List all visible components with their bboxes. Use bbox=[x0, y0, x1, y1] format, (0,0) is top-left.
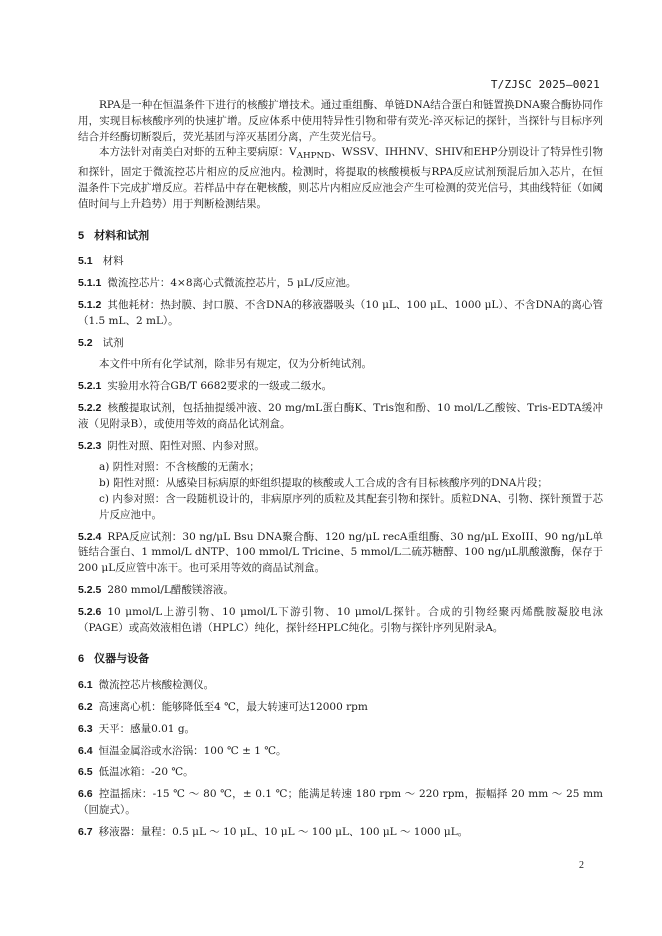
clause-text: 微流控芯片：4×8离心式微流控芯片，5 μL/反应池。 bbox=[107, 277, 357, 290]
clause-number: 6.7 bbox=[78, 825, 93, 838]
subsection-5-2-heading bbox=[78, 336, 603, 352]
clause-number: 5.2.3 bbox=[78, 439, 102, 452]
clause-text: 微流控芯片核酸检测仪。 bbox=[98, 679, 215, 692]
clause-5-2-5 bbox=[78, 583, 603, 599]
clause-6-3 bbox=[78, 722, 603, 738]
subsection-number: 5.1 bbox=[78, 255, 93, 268]
clause-5-2-6 bbox=[78, 605, 603, 637]
document-code: T/ZJSC 2025—0021 bbox=[490, 78, 600, 91]
list-item-a: a) 阴性对照：不含核酸的无菌水； bbox=[99, 461, 260, 474]
clause-6-2 bbox=[78, 700, 603, 716]
page-content bbox=[78, 98, 603, 841]
clause-5-2-2 bbox=[78, 401, 603, 433]
clause-number: 5.2.2 bbox=[78, 402, 102, 415]
clause-text: 10 μmol/L上游引物、10 μmol/L下游引物、10 μmol/L探针。合成的引物经聚丙烯酰胺凝胶电泳（PAGE）或高效液相色谱（HPLC）纯化，探针经HPLC纯化。引物与探针序列见附录A。 bbox=[78, 605, 603, 634]
clause-number: 5.1.1 bbox=[78, 277, 102, 290]
clause-text: 280 mmol/L醋酸镁溶液。 bbox=[107, 584, 234, 597]
clause-text: 控温摇床：-15 ℃ ～ 80 ℃，± 0.1 ℃；能满足转速 180 rpm ～ 220 rpm，振幅择 20 mm ～ 25 mm（回旋式）。 bbox=[78, 788, 603, 816]
subsection-title: 材料 bbox=[102, 255, 124, 268]
clause-text: 天平：感量0.01 g。 bbox=[98, 722, 196, 735]
clause-text: 恒温金属浴或水浴锅：100 ℃ ± 1 ℃。 bbox=[98, 744, 287, 757]
clause-number: 5.2.4 bbox=[78, 530, 102, 543]
section-number: 6 bbox=[78, 653, 85, 666]
clause-number: 6.1 bbox=[78, 679, 93, 692]
clause-6-5 bbox=[78, 765, 603, 781]
clause-text: 移液器：量程：0.5 μL ～ 10 μL、10 μL ～ 100 μL、100 μL ～ 1000 μL。 bbox=[98, 825, 469, 838]
clause-number: 6.6 bbox=[78, 788, 93, 801]
clause-number: 5.2.6 bbox=[78, 605, 102, 618]
subsection-title: 试剂 bbox=[102, 336, 124, 349]
clause-text: RPA反应试剂：30 ng/μL Bsu DNA聚合酶、120 ng/μL recA重组酶、30 ng/μL ExoIII、90 ng/μL单链结合蛋白、1 mmol/L dNTP、100 mmol/L Tricine、5 mmol/L二硫苏糖醇、100 ng/μL肌酸激酶，保存于200 μL反应管中冻干。也可采用等效的商品试剂盒。 bbox=[78, 530, 603, 575]
list-item-c: c) 内参对照：含一段随机设计的，非病原序列的质粒及其配套引物和探针。质粒DNA、引物、探针预置于芯片反应池中。 bbox=[99, 493, 603, 521]
intro-paragraph-2: 本方法针对南美白对虾的五种主要病原：$V_{AHPND}$、WSSV、IHHNV、SHIV和EHP分别设计了特异性引物和探针，固定于微流控芯片相应的反应池内。检测时，将提取的核酸模板与RPA反应试剂预混后加入芯片，在恒温条件下完成扩增反应。若样品中存在靶核酸，则芯片内相应反应池会产生可检测的荧光信号，其曲线特征（如阈值时间与上升趋势）用于判断检测结果。 bbox=[78, 146, 603, 210]
clause-number: 5.2.1 bbox=[78, 380, 102, 393]
clause-5-2-3 bbox=[78, 439, 603, 455]
subsection-5-2-paragraph: 本文件中所有化学试剂，除非另有规定，仅为分析纯试剂。 bbox=[99, 358, 372, 371]
page-number: 2 bbox=[579, 860, 584, 871]
clause-text: 阴性对照、阳性对照、内参对照。 bbox=[107, 439, 265, 452]
clause-6-7 bbox=[78, 825, 603, 841]
section-title: 仪器与设备 bbox=[94, 653, 150, 666]
clause-6-4 bbox=[78, 744, 603, 760]
clause-number: 6.5 bbox=[78, 766, 93, 779]
section-title: 材料和试剂 bbox=[94, 229, 150, 242]
clause-text: 实验用水符合GB/T 6682要求的一级或二级水。 bbox=[107, 380, 333, 393]
clause-text: 高速离心机：能够降低至4 ℃，最大转速可达12000 rpm bbox=[98, 701, 368, 713]
section-5-heading bbox=[78, 229, 603, 245]
clause-5-1-1 bbox=[78, 276, 603, 292]
clause-number: 6.3 bbox=[78, 722, 93, 735]
clause-6-6 bbox=[78, 787, 603, 819]
section-number: 5 bbox=[78, 229, 85, 242]
subsection-5-1-heading bbox=[78, 254, 603, 270]
clause-5-1-2 bbox=[78, 298, 603, 330]
intro-paragraph-1: RPA是一种在恒温条件下进行的核酸扩增技术。通过重组酶、单链DNA结合蛋白和链置换DNA聚合酶协同作用，实现目标核酸序列的快速扩增。反应体系中使用特异性引物和带有荧光-淬灭标记的探针，当探针与目标序列结合并经酶切断裂后，荧光基团与淬灭基团分离，产生荧光信号。 bbox=[78, 99, 603, 143]
clause-6-1 bbox=[78, 678, 603, 694]
clause-number: 6.2 bbox=[78, 701, 93, 713]
clause-5-2-4 bbox=[78, 530, 603, 577]
clause-number: 6.4 bbox=[78, 744, 93, 757]
clause-text: 其他耗材：热封膜、封口膜、不含DNA的移液器吸头（10 μL、100 μL、1000 μL）、不含DNA的离心管（1.5 mL、2 mL）。 bbox=[78, 299, 603, 327]
clause-number: 5.2.5 bbox=[78, 584, 102, 597]
clause-5-2-1 bbox=[78, 379, 603, 395]
list-item-b: b) 阳性对照：从感染目标病原的虾组织提取的核酸或人工合成的含有目标核酸序列的DNA片段； bbox=[99, 477, 548, 490]
section-6-heading bbox=[78, 652, 603, 668]
clause-text: 低温冰箱：-20 ℃。 bbox=[98, 766, 194, 779]
clause-text: 核酸提取试剂，包括抽提缓冲液、20 mg/mL蛋白酶K、Tris饱和酚、10 mol/L乙酸铵、Tris-EDTA缓冲液（见附录B），或使用等效的商品化试剂盒。 bbox=[78, 402, 603, 430]
subsection-number: 5.2 bbox=[78, 336, 93, 349]
clause-number: 5.1.2 bbox=[78, 299, 102, 312]
